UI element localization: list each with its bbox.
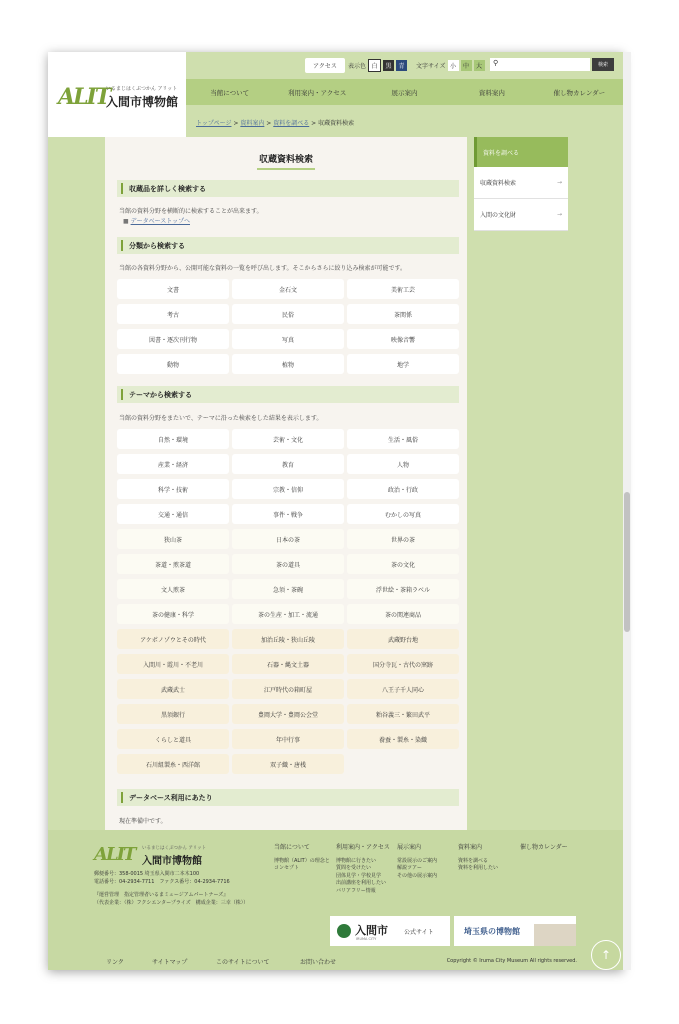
footer-link[interactable]: 常設展示のご案内 — [397, 857, 438, 864]
theme-button[interactable]: 武蔵野台地 — [347, 629, 459, 649]
theme-button[interactable]: 石川組製糸・西洋館 — [117, 754, 229, 774]
nav-access[interactable]: 利用案内・アクセス — [287, 88, 347, 97]
side-nav — [474, 137, 568, 230]
footer-link-about-site[interactable]: このサイトについて — [216, 959, 270, 966]
section-desc-database-notes: 現在準備中です。 — [119, 818, 167, 825]
theme-button[interactable]: 双子織・唐桟 — [232, 754, 344, 774]
category-button[interactable]: 映像音響 — [347, 329, 459, 349]
display-color-label: 表示色 — [348, 62, 367, 70]
theme-button[interactable]: 入間川・霞川・不老川 — [117, 654, 229, 674]
banner-city-english: IRUMA CITY — [356, 937, 377, 941]
footer-logo-mark: ALIT — [94, 844, 135, 865]
section-desc-category: 当館の各資料分野から、公開可能な資料の一覧を呼び出します。そこからさらに絞り込み検索が可能です。 — [119, 265, 407, 272]
color-white-button[interactable]: 白 — [368, 59, 381, 72]
category-button[interactable]: 美術工芸 — [347, 279, 459, 299]
font-size-label: 文字サイズ — [416, 62, 446, 70]
theme-button[interactable]: アケボノゾウとその時代 — [117, 629, 229, 649]
footer-link[interactable]: 解説ツアー — [397, 865, 422, 871]
main-content — [105, 137, 467, 830]
category-button[interactable]: 植物 — [232, 354, 344, 374]
footer-logo-subtitle: いるまじはくぶつかん アリット — [142, 846, 207, 851]
theme-button[interactable]: 生活・風俗 — [347, 429, 459, 449]
font-medium-button[interactable]: 中 — [461, 60, 472, 71]
footer-col-exhibition — [397, 844, 437, 880]
footer-link[interactable]: バリアフリー情報 — [336, 887, 376, 894]
footer-manager: 『運営管理 指定管理者いるまミュージアムパートナーズ』 — [94, 892, 229, 898]
theme-button[interactable]: 宗教・信仰 — [232, 479, 344, 499]
footer-col-collection — [458, 844, 498, 873]
breadcrumb-current: 収蔵資料検索 — [318, 120, 355, 127]
footer-link-links[interactable]: リンク — [106, 959, 124, 966]
theme-button[interactable]: 交通・通信 — [117, 504, 229, 524]
category-button-grid — [117, 279, 459, 374]
category-button[interactable]: 地学 — [347, 354, 459, 374]
theme-button[interactable]: 国分寺瓦・古代の窯跡 — [347, 654, 459, 674]
nav-collection[interactable]: 資料案内 — [478, 88, 505, 97]
theme-button[interactable]: 加治丘陵・狭山丘陵 — [232, 629, 344, 649]
footer — [48, 830, 623, 970]
footer-link[interactable]: 博物館に行きたい — [336, 857, 377, 864]
side-nav-heading: 資料を調べる — [474, 137, 568, 167]
font-size-switcher — [416, 58, 485, 72]
theme-button[interactable]: 日本の茶 — [232, 529, 344, 549]
footer-col-heading[interactable]: 当館について — [274, 844, 310, 851]
color-blue-button[interactable]: 青 — [396, 60, 407, 71]
theme-button[interactable]: 養蚕・製糸・染織 — [347, 729, 459, 749]
footer-link-sitemap[interactable]: サイトマップ — [152, 959, 188, 966]
category-button[interactable]: 図書・逐次刊行物 — [117, 329, 229, 349]
font-small-button[interactable]: 小 — [448, 60, 459, 71]
theme-button[interactable]: 茶の道具 — [232, 554, 344, 574]
title-underline — [257, 168, 315, 170]
section-heading-category: 分類から検索する — [117, 237, 459, 254]
footer-link[interactable]: 資料を調べる — [458, 857, 489, 864]
theme-button[interactable]: 茶道・煎茶道 — [117, 554, 229, 574]
banner-city-subtitle: 公式サイト — [404, 929, 434, 936]
global-nav — [186, 79, 623, 105]
city-emblem-icon — [337, 924, 351, 938]
theme-button[interactable]: 世界の茶 — [347, 529, 459, 549]
utility-access[interactable] — [305, 58, 345, 72]
nav-exhibition[interactable]: 展示案内 — [391, 88, 418, 97]
theme-button[interactable]: 自然・環境 — [117, 429, 229, 449]
category-button[interactable]: 茶関係 — [347, 304, 459, 324]
copyright: Copyright © Iruma City Museum All rights reserved. — [446, 958, 577, 964]
footer-link-contact[interactable]: お問い合わせ — [300, 959, 337, 966]
footer-col-heading[interactable]: 利用案内・アクセス — [336, 844, 390, 851]
database-top-link[interactable]: データベーストップへ — [130, 218, 190, 225]
house-illustration-icon — [534, 924, 576, 946]
search-input[interactable] — [490, 58, 590, 71]
theme-button[interactable]: 芸術・文化 — [232, 429, 344, 449]
side-nav-label: 入間の文化財 — [480, 212, 517, 219]
iruma-city-banner[interactable] — [330, 916, 450, 946]
search-icon: ⚲ — [493, 59, 499, 67]
breadcrumb-sep: > — [233, 120, 239, 127]
theme-button[interactable]: 茶の文化 — [347, 554, 459, 574]
theme-button[interactable]: 科学・技術 — [117, 479, 229, 499]
logo-name: 入間市博物館 — [106, 95, 179, 109]
breadcrumb — [196, 118, 354, 127]
footer-link[interactable]: その他の展示案内 — [397, 872, 438, 879]
theme-button[interactable]: 事件・戦争 — [232, 504, 344, 524]
footer-col-heading[interactable]: 展示案内 — [397, 844, 422, 851]
footer-phone: 電話番号：04-2934-7711 ファクス番号：04-2934-7716 — [94, 879, 230, 885]
footer-manager-companies: （代表企業：（株）フクシエンタープライズ 構成企業：三幸（株）） — [94, 900, 249, 906]
section-desc-theme: 当館の資料分野をまたいで、テーマに沿った検索をした結果を表示します。 — [119, 415, 323, 422]
theme-button[interactable]: 文人煎茶 — [117, 579, 229, 599]
footer-link[interactable]: 質問を受けたい — [336, 865, 372, 871]
browser-page — [48, 52, 623, 970]
footer-col-calendar — [520, 844, 568, 858]
scrollbar-thumb[interactable] — [624, 492, 630, 632]
theme-button[interactable]: 人物 — [347, 454, 459, 474]
theme-button[interactable]: 政治・行政 — [347, 479, 459, 499]
side-nav-item-cultural-properties[interactable] — [474, 199, 568, 231]
square-bullet-icon: ■ — [123, 218, 129, 225]
theme-button-grid — [117, 429, 459, 774]
arrow-right-icon: → — [556, 211, 562, 218]
category-button[interactable]: 考古 — [117, 304, 229, 324]
database-link-row — [123, 216, 190, 225]
theme-button[interactable]: 教育 — [232, 454, 344, 474]
category-button[interactable]: 文書 — [117, 279, 229, 299]
site-logo[interactable] — [48, 52, 186, 137]
footer-col-access — [336, 844, 390, 895]
banner-city-name: 入間市 — [355, 924, 388, 937]
side-nav-label: 収蔵資料検索 — [480, 180, 517, 187]
footer-link[interactable]: 団体見学・学校見学 — [336, 872, 382, 879]
access-link[interactable]: アクセス — [305, 58, 345, 73]
footer-col-about — [274, 844, 330, 873]
footer-col-heading[interactable]: 催し物カレンダー — [520, 844, 568, 851]
theme-button[interactable]: 茶の関連商品 — [347, 604, 459, 624]
footer-address: 郵便番号：358-0015 埼玉県入間市二本木100 — [94, 871, 200, 877]
scrollbar[interactable] — [623, 52, 631, 970]
theme-button[interactable]: 浮世絵・茶箱ラベル — [347, 579, 459, 599]
footer-bottom-bar — [48, 955, 623, 970]
footer-link[interactable]: 出前講座を利用したい — [336, 880, 387, 886]
category-button[interactable]: 民俗 — [232, 304, 344, 324]
display-color-switcher — [348, 58, 407, 72]
banner-saitama-text: 埼玉県の博物館 — [464, 927, 520, 936]
category-button[interactable]: 写真 — [232, 329, 344, 349]
category-button[interactable]: 金石文 — [232, 279, 344, 299]
section-desc-detail: 当館の資料分野を横断的に検索することが出来ます。 — [119, 208, 263, 215]
theme-button[interactable]: 豊岡大学・豊岡公会堂 — [232, 704, 344, 724]
theme-button[interactable]: 八王子千人同心 — [347, 679, 459, 699]
saitama-museums-banner[interactable] — [454, 916, 576, 946]
theme-button[interactable]: 黒須銀行 — [117, 704, 229, 724]
breadcrumb-sep: > — [266, 120, 272, 127]
nav-calendar[interactable]: 催し物カレンダー — [553, 88, 606, 97]
breadcrumb-collection[interactable]: 資料案内 — [240, 120, 265, 127]
section-heading-theme: テーマから検索する — [117, 386, 459, 403]
theme-button[interactable]: 年中行事 — [232, 729, 344, 749]
side-nav-item-collection-search[interactable] — [474, 167, 568, 199]
theme-button[interactable]: 粕谷義三・繁田武平 — [347, 704, 459, 724]
theme-button[interactable]: 茶の生産・加工・流通 — [232, 604, 344, 624]
nav-about[interactable]: 当館について — [210, 88, 250, 97]
font-large-button[interactable]: 大 — [474, 60, 485, 71]
color-black-button[interactable]: 黒 — [383, 60, 394, 71]
page-title: 収蔵資料検索 — [258, 155, 313, 165]
theme-button[interactable]: 産業・経済 — [117, 454, 229, 474]
theme-button[interactable]: むかしの写真 — [347, 504, 459, 524]
breadcrumb-top[interactable]: トップページ — [196, 120, 232, 127]
arrow-up-icon: ↑ — [600, 948, 612, 962]
logo-mark: ALIT — [58, 84, 110, 110]
logo-subtitle: いるまじはくぶつかん アリット — [106, 86, 178, 92]
category-button[interactable]: 動物 — [117, 354, 229, 374]
section-heading-detail: 収蔵品を詳しく検索する — [117, 180, 459, 197]
theme-button[interactable]: 江戸時代の箱町屋 — [232, 679, 344, 699]
footer-logo-name: 入間市博物館 — [142, 856, 202, 867]
theme-button[interactable]: 石器・縄文土器 — [232, 654, 344, 674]
footer-col-heading[interactable]: 資料案内 — [458, 844, 483, 851]
theme-button[interactable]: 急須・茶碗 — [232, 579, 344, 599]
breadcrumb-sep: > — [311, 120, 317, 127]
section-heading-database-notes: データベース利用にあたり — [117, 789, 459, 806]
footer-link[interactable]: 資料を利用したい — [458, 865, 499, 871]
theme-button[interactable]: くらしと道具 — [117, 729, 229, 749]
theme-button[interactable]: 茶の健康・科学 — [117, 604, 229, 624]
breadcrumb-research[interactable]: 資料を調べる — [273, 120, 310, 127]
search-button[interactable]: 検索 — [592, 58, 614, 71]
footer-link[interactable]: 博物館（ALIT）の理念と — [274, 857, 330, 864]
theme-button[interactable]: 狭山茶 — [117, 529, 229, 549]
footer-link[interactable]: コンセプト — [274, 865, 300, 871]
arrow-right-icon: → — [556, 179, 562, 186]
theme-button[interactable]: 武蔵武士 — [117, 679, 229, 699]
